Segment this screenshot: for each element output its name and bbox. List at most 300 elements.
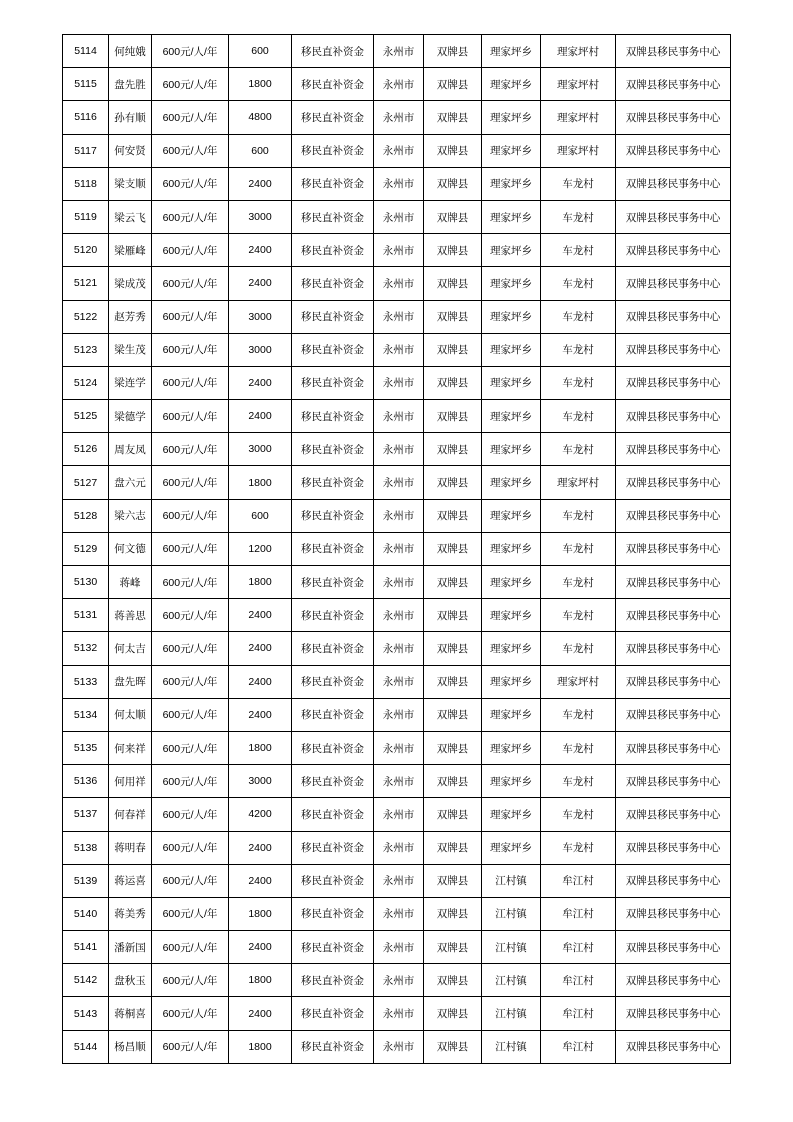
- subsidy-standard-cell: 600元/人/年: [152, 101, 229, 134]
- township-cell: 理家坪乡: [482, 765, 541, 798]
- village-cell: 理家坪村: [541, 68, 616, 101]
- subsidy-standard-cell: 600元/人/年: [152, 599, 229, 632]
- fund-type-cell: 移民直补资金: [292, 897, 374, 930]
- table-row: [63, 200, 731, 233]
- person-name-cell: 梁支顺: [109, 167, 152, 200]
- township-cell: 理家坪乡: [482, 599, 541, 632]
- fund-type-cell: 移民直补资金: [292, 798, 374, 831]
- person-name-cell: 何来祥: [109, 731, 152, 764]
- person-name-cell: 周友凤: [109, 433, 152, 466]
- agency-cell: 双牌县移民事务中心: [616, 433, 731, 466]
- city-cell: 永州市: [374, 267, 424, 300]
- county-cell: 双牌县: [424, 997, 482, 1030]
- fund-type-cell: 移民直补资金: [292, 499, 374, 532]
- row-number-cell: 5117: [63, 134, 109, 167]
- fund-type-cell: 移民直补资金: [292, 433, 374, 466]
- agency-cell: 双牌县移民事务中心: [616, 964, 731, 997]
- township-cell: 理家坪乡: [482, 698, 541, 731]
- agency-cell: 双牌县移民事务中心: [616, 931, 731, 964]
- subsidy-standard-cell: 600元/人/年: [152, 400, 229, 433]
- amount-cell: 2400: [229, 831, 292, 864]
- fund-type-cell: 移民直补资金: [292, 400, 374, 433]
- city-cell: 永州市: [374, 167, 424, 200]
- table-row: [63, 400, 731, 433]
- county-cell: 双牌县: [424, 267, 482, 300]
- village-cell: 车龙村: [541, 731, 616, 764]
- amount-cell: 3000: [229, 433, 292, 466]
- row-number-cell: 5140: [63, 897, 109, 930]
- city-cell: 永州市: [374, 300, 424, 333]
- amount-cell: 2400: [229, 267, 292, 300]
- subsidy-standard-cell: 600元/人/年: [152, 68, 229, 101]
- table-row: [63, 532, 731, 565]
- amount-cell: 4800: [229, 101, 292, 134]
- county-cell: 双牌县: [424, 234, 482, 267]
- table-row: [63, 167, 731, 200]
- township-cell: 江村镇: [482, 1030, 541, 1063]
- subsidy-standard-cell: 600元/人/年: [152, 1030, 229, 1063]
- person-name-cell: 蒋明春: [109, 831, 152, 864]
- township-cell: 理家坪乡: [482, 300, 541, 333]
- subsidy-standard-cell: 600元/人/年: [152, 433, 229, 466]
- subsidy-standard-cell: 600元/人/年: [152, 35, 229, 68]
- fund-type-cell: 移民直补资金: [292, 234, 374, 267]
- agency-cell: 双牌县移民事务中心: [616, 765, 731, 798]
- township-cell: 理家坪乡: [482, 665, 541, 698]
- village-cell: 车龙村: [541, 366, 616, 399]
- table-row: [63, 333, 731, 366]
- person-name-cell: 盘秋玉: [109, 964, 152, 997]
- city-cell: 永州市: [374, 864, 424, 897]
- agency-cell: 双牌县移民事务中心: [616, 267, 731, 300]
- county-cell: 双牌县: [424, 101, 482, 134]
- county-cell: 双牌县: [424, 897, 482, 930]
- amount-cell: 1800: [229, 964, 292, 997]
- agency-cell: 双牌县移民事务中心: [616, 532, 731, 565]
- person-name-cell: 盘六元: [109, 466, 152, 499]
- county-cell: 双牌县: [424, 698, 482, 731]
- agency-cell: 双牌县移民事务中心: [616, 167, 731, 200]
- amount-cell: 2400: [229, 997, 292, 1030]
- table-row: [63, 267, 731, 300]
- amount-cell: 1800: [229, 68, 292, 101]
- person-name-cell: 梁六志: [109, 499, 152, 532]
- fund-type-cell: 移民直补资金: [292, 366, 374, 399]
- row-number-cell: 5126: [63, 433, 109, 466]
- township-cell: 理家坪乡: [482, 167, 541, 200]
- row-number-cell: 5124: [63, 366, 109, 399]
- person-name-cell: 梁成茂: [109, 267, 152, 300]
- amount-cell: 3000: [229, 333, 292, 366]
- table-row: [63, 433, 731, 466]
- county-cell: 双牌县: [424, 466, 482, 499]
- table-row: [63, 466, 731, 499]
- person-name-cell: 蒋桐喜: [109, 997, 152, 1030]
- agency-cell: 双牌县移民事务中心: [616, 333, 731, 366]
- subsidy-standard-cell: 600元/人/年: [152, 532, 229, 565]
- fund-type-cell: 移民直补资金: [292, 831, 374, 864]
- township-cell: 理家坪乡: [482, 400, 541, 433]
- city-cell: 永州市: [374, 532, 424, 565]
- city-cell: 永州市: [374, 997, 424, 1030]
- village-cell: 车龙村: [541, 798, 616, 831]
- person-name-cell: 梁德学: [109, 400, 152, 433]
- subsidy-standard-cell: 600元/人/年: [152, 964, 229, 997]
- amount-cell: 2400: [229, 400, 292, 433]
- row-number-cell: 5139: [63, 864, 109, 897]
- table-row: [63, 300, 731, 333]
- table-row: [63, 599, 731, 632]
- subsidy-standard-cell: 600元/人/年: [152, 366, 229, 399]
- subsidy-standard-cell: 600元/人/年: [152, 333, 229, 366]
- township-cell: 江村镇: [482, 897, 541, 930]
- county-cell: 双牌县: [424, 499, 482, 532]
- city-cell: 永州市: [374, 499, 424, 532]
- agency-cell: 双牌县移民事务中心: [616, 864, 731, 897]
- person-name-cell: 何安贤: [109, 134, 152, 167]
- amount-cell: 1200: [229, 532, 292, 565]
- person-name-cell: 蒋善思: [109, 599, 152, 632]
- subsidy-standard-cell: 600元/人/年: [152, 234, 229, 267]
- agency-cell: 双牌县移民事务中心: [616, 632, 731, 665]
- city-cell: 永州市: [374, 466, 424, 499]
- row-number-cell: 5130: [63, 566, 109, 599]
- subsidy-standard-cell: 600元/人/年: [152, 167, 229, 200]
- table-row: [63, 997, 731, 1030]
- person-name-cell: 蒋运喜: [109, 864, 152, 897]
- agency-cell: 双牌县移民事务中心: [616, 466, 731, 499]
- fund-type-cell: 移民直补资金: [292, 101, 374, 134]
- agency-cell: 双牌县移民事务中心: [616, 897, 731, 930]
- subsidy-standard-cell: 600元/人/年: [152, 897, 229, 930]
- row-number-cell: 5138: [63, 831, 109, 864]
- township-cell: 理家坪乡: [482, 134, 541, 167]
- subsidy-standard-cell: 600元/人/年: [152, 499, 229, 532]
- agency-cell: 双牌县移民事务中心: [616, 101, 731, 134]
- row-number-cell: 5115: [63, 68, 109, 101]
- city-cell: 永州市: [374, 665, 424, 698]
- city-cell: 永州市: [374, 433, 424, 466]
- amount-cell: 3000: [229, 765, 292, 798]
- city-cell: 永州市: [374, 831, 424, 864]
- row-number-cell: 5129: [63, 532, 109, 565]
- county-cell: 双牌县: [424, 167, 482, 200]
- township-cell: 理家坪乡: [482, 200, 541, 233]
- county-cell: 双牌县: [424, 632, 482, 665]
- amount-cell: 2400: [229, 234, 292, 267]
- row-number-cell: 5131: [63, 599, 109, 632]
- agency-cell: 双牌县移民事务中心: [616, 1030, 731, 1063]
- subsidy-standard-cell: 600元/人/年: [152, 200, 229, 233]
- row-number-cell: 5114: [63, 35, 109, 68]
- county-cell: 双牌县: [424, 400, 482, 433]
- subsidy-standard-cell: 600元/人/年: [152, 665, 229, 698]
- amount-cell: 1800: [229, 897, 292, 930]
- table-row: [63, 234, 731, 267]
- village-cell: 牟江村: [541, 931, 616, 964]
- amount-cell: 1800: [229, 1030, 292, 1063]
- person-name-cell: 何春祥: [109, 798, 152, 831]
- fund-type-cell: 移民直补资金: [292, 632, 374, 665]
- table-row: [63, 964, 731, 997]
- table-row: [63, 897, 731, 930]
- table-row: [63, 665, 731, 698]
- row-number-cell: 5128: [63, 499, 109, 532]
- city-cell: 永州市: [374, 632, 424, 665]
- amount-cell: 600: [229, 134, 292, 167]
- city-cell: 永州市: [374, 333, 424, 366]
- city-cell: 永州市: [374, 798, 424, 831]
- county-cell: 双牌县: [424, 200, 482, 233]
- table-row: [63, 134, 731, 167]
- row-number-cell: 5119: [63, 200, 109, 233]
- amount-cell: 2400: [229, 698, 292, 731]
- person-name-cell: 盘先胜: [109, 68, 152, 101]
- person-name-cell: 孙有顺: [109, 101, 152, 134]
- subsidy-standard-cell: 600元/人/年: [152, 831, 229, 864]
- row-number-cell: 5144: [63, 1030, 109, 1063]
- row-number-cell: 5142: [63, 964, 109, 997]
- amount-cell: 3000: [229, 300, 292, 333]
- township-cell: 江村镇: [482, 997, 541, 1030]
- subsidy-standard-cell: 600元/人/年: [152, 267, 229, 300]
- village-cell: 车龙村: [541, 234, 616, 267]
- row-number-cell: 5123: [63, 333, 109, 366]
- fund-type-cell: 移民直补资金: [292, 997, 374, 1030]
- agency-cell: 双牌县移民事务中心: [616, 731, 731, 764]
- village-cell: 车龙村: [541, 532, 616, 565]
- fund-type-cell: 移民直补资金: [292, 765, 374, 798]
- person-name-cell: 梁生茂: [109, 333, 152, 366]
- village-cell: 车龙村: [541, 167, 616, 200]
- amount-cell: 1800: [229, 731, 292, 764]
- fund-type-cell: 移民直补资金: [292, 300, 374, 333]
- village-cell: 理家坪村: [541, 466, 616, 499]
- village-cell: 车龙村: [541, 599, 616, 632]
- fund-type-cell: 移民直补资金: [292, 267, 374, 300]
- amount-cell: 2400: [229, 599, 292, 632]
- table-row: [63, 499, 731, 532]
- agency-cell: 双牌县移民事务中心: [616, 35, 731, 68]
- village-cell: 车龙村: [541, 400, 616, 433]
- table-row: [63, 864, 731, 897]
- county-cell: 双牌县: [424, 1030, 482, 1063]
- township-cell: 理家坪乡: [482, 433, 541, 466]
- row-number-cell: 5141: [63, 931, 109, 964]
- person-name-cell: 何用祥: [109, 765, 152, 798]
- township-cell: 理家坪乡: [482, 798, 541, 831]
- county-cell: 双牌县: [424, 931, 482, 964]
- row-number-cell: 5118: [63, 167, 109, 200]
- amount-cell: 4200: [229, 798, 292, 831]
- city-cell: 永州市: [374, 964, 424, 997]
- person-name-cell: 何太顺: [109, 698, 152, 731]
- township-cell: 理家坪乡: [482, 333, 541, 366]
- subsidy-standard-cell: 600元/人/年: [152, 798, 229, 831]
- amount-cell: 1800: [229, 466, 292, 499]
- table-row: [63, 1030, 731, 1063]
- table-row: [63, 366, 731, 399]
- amount-cell: 600: [229, 35, 292, 68]
- table-row: [63, 68, 731, 101]
- row-number-cell: 5136: [63, 765, 109, 798]
- agency-cell: 双牌县移民事务中心: [616, 698, 731, 731]
- fund-type-cell: 移民直补资金: [292, 665, 374, 698]
- agency-cell: 双牌县移民事务中心: [616, 400, 731, 433]
- table-row: [63, 831, 731, 864]
- fund-type-cell: 移民直补资金: [292, 466, 374, 499]
- county-cell: 双牌县: [424, 68, 482, 101]
- amount-cell: 2400: [229, 632, 292, 665]
- row-number-cell: 5132: [63, 632, 109, 665]
- township-cell: 理家坪乡: [482, 234, 541, 267]
- township-cell: 江村镇: [482, 964, 541, 997]
- county-cell: 双牌县: [424, 964, 482, 997]
- village-cell: 牟江村: [541, 897, 616, 930]
- county-cell: 双牌县: [424, 134, 482, 167]
- agency-cell: 双牌县移民事务中心: [616, 300, 731, 333]
- village-cell: 牟江村: [541, 964, 616, 997]
- table-row: [63, 101, 731, 134]
- township-cell: 理家坪乡: [482, 731, 541, 764]
- fund-type-cell: 移民直补资金: [292, 68, 374, 101]
- county-cell: 双牌县: [424, 300, 482, 333]
- person-name-cell: 何文德: [109, 532, 152, 565]
- person-name-cell: 赵芳秀: [109, 300, 152, 333]
- person-name-cell: 何纯娥: [109, 35, 152, 68]
- amount-cell: 2400: [229, 366, 292, 399]
- village-cell: 牟江村: [541, 1030, 616, 1063]
- row-number-cell: 5121: [63, 267, 109, 300]
- fund-type-cell: 移民直补资金: [292, 931, 374, 964]
- fund-type-cell: 移民直补资金: [292, 864, 374, 897]
- amount-cell: 3000: [229, 200, 292, 233]
- county-cell: 双牌县: [424, 532, 482, 565]
- village-cell: 车龙村: [541, 200, 616, 233]
- subsidy-standard-cell: 600元/人/年: [152, 765, 229, 798]
- person-name-cell: 梁云飞: [109, 200, 152, 233]
- county-cell: 双牌县: [424, 599, 482, 632]
- person-name-cell: 杨昌顺: [109, 1030, 152, 1063]
- agency-cell: 双牌县移民事务中心: [616, 831, 731, 864]
- village-cell: 理家坪村: [541, 101, 616, 134]
- fund-type-cell: 移民直补资金: [292, 964, 374, 997]
- county-cell: 双牌县: [424, 433, 482, 466]
- township-cell: 理家坪乡: [482, 366, 541, 399]
- person-name-cell: 盘先晖: [109, 665, 152, 698]
- amount-cell: 2400: [229, 864, 292, 897]
- village-cell: 车龙村: [541, 300, 616, 333]
- agency-cell: 双牌县移民事务中心: [616, 234, 731, 267]
- city-cell: 永州市: [374, 698, 424, 731]
- township-cell: 江村镇: [482, 864, 541, 897]
- city-cell: 永州市: [374, 931, 424, 964]
- table-row: [63, 566, 731, 599]
- city-cell: 永州市: [374, 134, 424, 167]
- fund-type-cell: 移民直补资金: [292, 333, 374, 366]
- amount-cell: 600: [229, 499, 292, 532]
- agency-cell: 双牌县移民事务中心: [616, 997, 731, 1030]
- township-cell: 江村镇: [482, 931, 541, 964]
- subsidy-standard-cell: 600元/人/年: [152, 300, 229, 333]
- city-cell: 永州市: [374, 765, 424, 798]
- county-cell: 双牌县: [424, 831, 482, 864]
- city-cell: 永州市: [374, 897, 424, 930]
- township-cell: 理家坪乡: [482, 101, 541, 134]
- fund-type-cell: 移民直补资金: [292, 167, 374, 200]
- agency-cell: 双牌县移民事务中心: [616, 200, 731, 233]
- township-cell: 理家坪乡: [482, 566, 541, 599]
- county-cell: 双牌县: [424, 731, 482, 764]
- township-cell: 理家坪乡: [482, 68, 541, 101]
- fund-type-cell: 移民直补资金: [292, 566, 374, 599]
- fund-type-cell: 移民直补资金: [292, 599, 374, 632]
- city-cell: 永州市: [374, 35, 424, 68]
- table-row: [63, 765, 731, 798]
- city-cell: 永州市: [374, 200, 424, 233]
- village-cell: 车龙村: [541, 698, 616, 731]
- table-body: [63, 35, 731, 1064]
- village-cell: 牟江村: [541, 864, 616, 897]
- village-cell: 车龙村: [541, 632, 616, 665]
- row-number-cell: 5127: [63, 466, 109, 499]
- row-number-cell: 5143: [63, 997, 109, 1030]
- person-name-cell: 蒋峰: [109, 566, 152, 599]
- subsidy-standard-cell: 600元/人/年: [152, 864, 229, 897]
- person-name-cell: 梁雁峰: [109, 234, 152, 267]
- fund-type-cell: 移民直补资金: [292, 1030, 374, 1063]
- table-row: [63, 798, 731, 831]
- agency-cell: 双牌县移民事务中心: [616, 134, 731, 167]
- row-number-cell: 5125: [63, 400, 109, 433]
- city-cell: 永州市: [374, 599, 424, 632]
- county-cell: 双牌县: [424, 665, 482, 698]
- person-name-cell: 潘新国: [109, 931, 152, 964]
- township-cell: 理家坪乡: [482, 466, 541, 499]
- agency-cell: 双牌县移民事务中心: [616, 566, 731, 599]
- agency-cell: 双牌县移民事务中心: [616, 68, 731, 101]
- subsidy-standard-cell: 600元/人/年: [152, 731, 229, 764]
- table-row: [63, 698, 731, 731]
- agency-cell: 双牌县移民事务中心: [616, 665, 731, 698]
- fund-type-cell: 移民直补资金: [292, 698, 374, 731]
- fund-type-cell: 移民直补资金: [292, 134, 374, 167]
- subsidy-standard-cell: 600元/人/年: [152, 931, 229, 964]
- village-cell: 车龙村: [541, 267, 616, 300]
- township-cell: 理家坪乡: [482, 35, 541, 68]
- row-number-cell: 5133: [63, 665, 109, 698]
- person-name-cell: 蒋美秀: [109, 897, 152, 930]
- village-cell: 车龙村: [541, 333, 616, 366]
- city-cell: 永州市: [374, 234, 424, 267]
- person-name-cell: 梁连学: [109, 366, 152, 399]
- row-number-cell: 5134: [63, 698, 109, 731]
- amount-cell: 2400: [229, 931, 292, 964]
- subsidy-table: [62, 34, 731, 1064]
- subsidy-standard-cell: 600元/人/年: [152, 997, 229, 1030]
- row-number-cell: 5122: [63, 300, 109, 333]
- table-row: [63, 931, 731, 964]
- row-number-cell: 5116: [63, 101, 109, 134]
- fund-type-cell: 移民直补资金: [292, 35, 374, 68]
- fund-type-cell: 移民直补资金: [292, 731, 374, 764]
- agency-cell: 双牌县移民事务中心: [616, 499, 731, 532]
- county-cell: 双牌县: [424, 333, 482, 366]
- person-name-cell: 何太吉: [109, 632, 152, 665]
- county-cell: 双牌县: [424, 765, 482, 798]
- village-cell: 理家坪村: [541, 134, 616, 167]
- county-cell: 双牌县: [424, 35, 482, 68]
